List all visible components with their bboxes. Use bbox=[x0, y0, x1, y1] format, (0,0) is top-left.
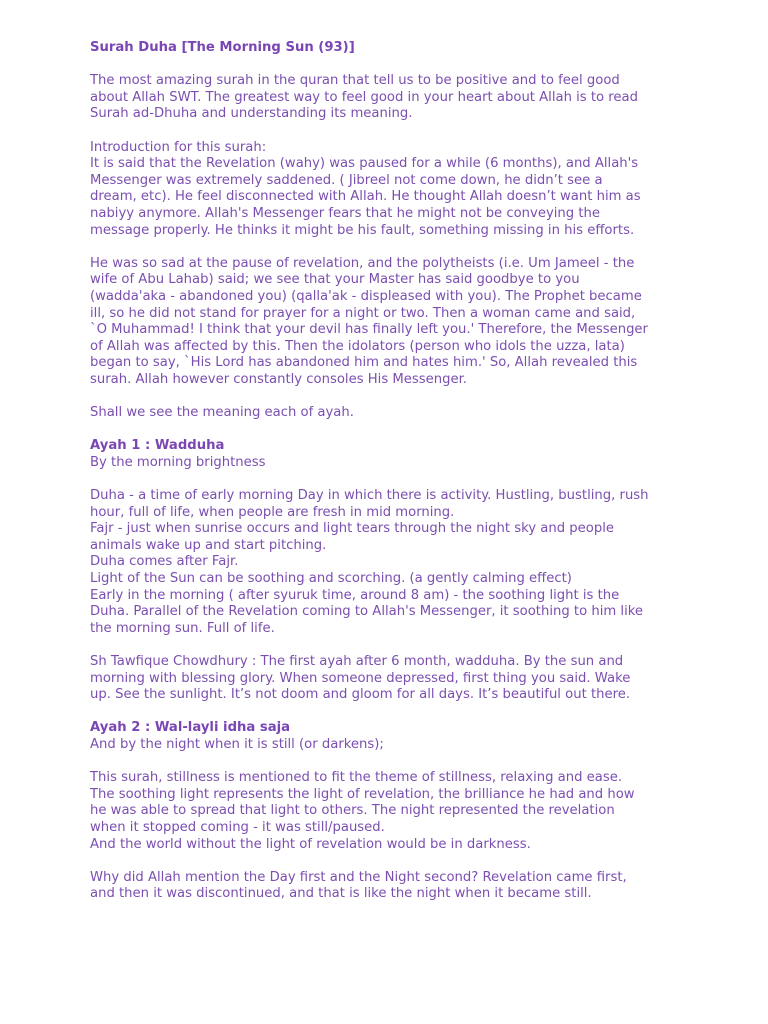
ayah-1-header bbox=[90, 438, 690, 471]
ayah-1-notes bbox=[90, 488, 690, 637]
tawfique-paragraph: Sh Tawfique Chowdhury : The first ayah after 6 month, wadduha. By the sun and morning with blessing glory. When someone depressed, first thing you said. Wake up. See the sunlight. It’s not doom and gloom for all days. It’s beautiful out there. bbox=[90, 653, 631, 703]
ayah-1-meaning: By the morning brightness bbox=[90, 454, 266, 470]
ayah-2-meaning: And by the night when it is still (or darkens); bbox=[90, 736, 384, 752]
ayah-1-note: Duha - a time of early morning Day in which there is activity. Hustling, bustling, rush hour, full of life, when people are fresh in mid morning. bbox=[90, 488, 649, 520]
introduction-label: Introduction for this surah: bbox=[90, 139, 267, 155]
ayah-2-note: And the world without the light of revelation would be in darkness. bbox=[90, 836, 531, 852]
intro-paragraph: The most amazing surah in the quran that tell us to be positive and to feel good about Allah SWT. The greatest way to feel good in your heart about Allah is to read Surah ad-Dhuha and understanding its meaning. bbox=[90, 73, 639, 122]
ayah-2-notes bbox=[90, 770, 690, 853]
pause-paragraph: He was so sad at the pause of revelation, and the polytheists (i.e. Um Jameel - the wife of Abu Lahab) said; we see that your Master has said goodbye to you (wadda'aka - abandoned you) (qalla'ak - displeased with you). The Prophet became ill, so he did not stand for prayer for a night or two. Then a woman came and said, `O Muhammad! I think that your devil has finally left you.' Therefore, the Messenger of Allah was affected by this. Then the idolators (person who idols the uzza, lata) began to say, `His Lord has abandoned him and hates him.' So, Allah revealed this surah. Allah however constantly consoles His Messenger. bbox=[90, 255, 648, 387]
ayah-1-note: Light of the Sun can be soothing and scorching. (a gently calming effect) bbox=[90, 571, 572, 586]
shall-we-paragraph: Shall we see the meaning each of ayah. bbox=[90, 405, 354, 421]
ayah-1-note: Early in the morning ( after syuruk time, around 8 am) - the soothing light is the Duha. Parallel of the Revelation coming to Allah's Messenger, it soothing to him like the morning sun. Full of life. bbox=[90, 587, 644, 636]
introduction-text: It is said that the Revelation (wahy) was paused for a while (6 months), and Allah's Messenger was extremely saddened. ( Jibreel not come down, he didn’t see a dream, etc). He feel disconnected with Allah. He thought Allah doesn’t want him as nabiyy anymore. Allah's Messenger fears that he might not be conveying the message properly. He thinks it might be his fault, something missing in his efforts. bbox=[90, 156, 641, 238]
ayah-2-note: This surah, stillness is mentioned to fit the theme of stillness, relaxing and ease. bbox=[90, 770, 623, 786]
ayah-1-note: Fajr - just when sunrise occurs and light tears through the night sky and people animals wake up and start pitching. bbox=[90, 521, 614, 553]
why-paragraph: Why did Allah mention the Day first and the Night second? Revelation came first, and then it was discontinued, and that is like the night when it became still. bbox=[90, 869, 627, 902]
document-page bbox=[90, 40, 690, 919]
ayah-1-heading: Ayah 1 : Wadduha bbox=[90, 438, 225, 454]
ayah-2-heading: Ayah 2 : Wal-layli idha saja bbox=[90, 720, 291, 736]
ayah-2-note: The soothing light represents the light of revelation, the brilliance he had and how he was able to spread that light to others. The night represented the revelation when it stopped coming - it was still/paused. bbox=[90, 786, 635, 835]
ayah-2-header bbox=[90, 720, 690, 753]
ayah-1-note: Duha comes after Fajr. bbox=[90, 554, 239, 570]
document-title: Surah Duha [The Morning Sun (93)] bbox=[90, 40, 355, 55]
introduction-section bbox=[90, 140, 690, 240]
